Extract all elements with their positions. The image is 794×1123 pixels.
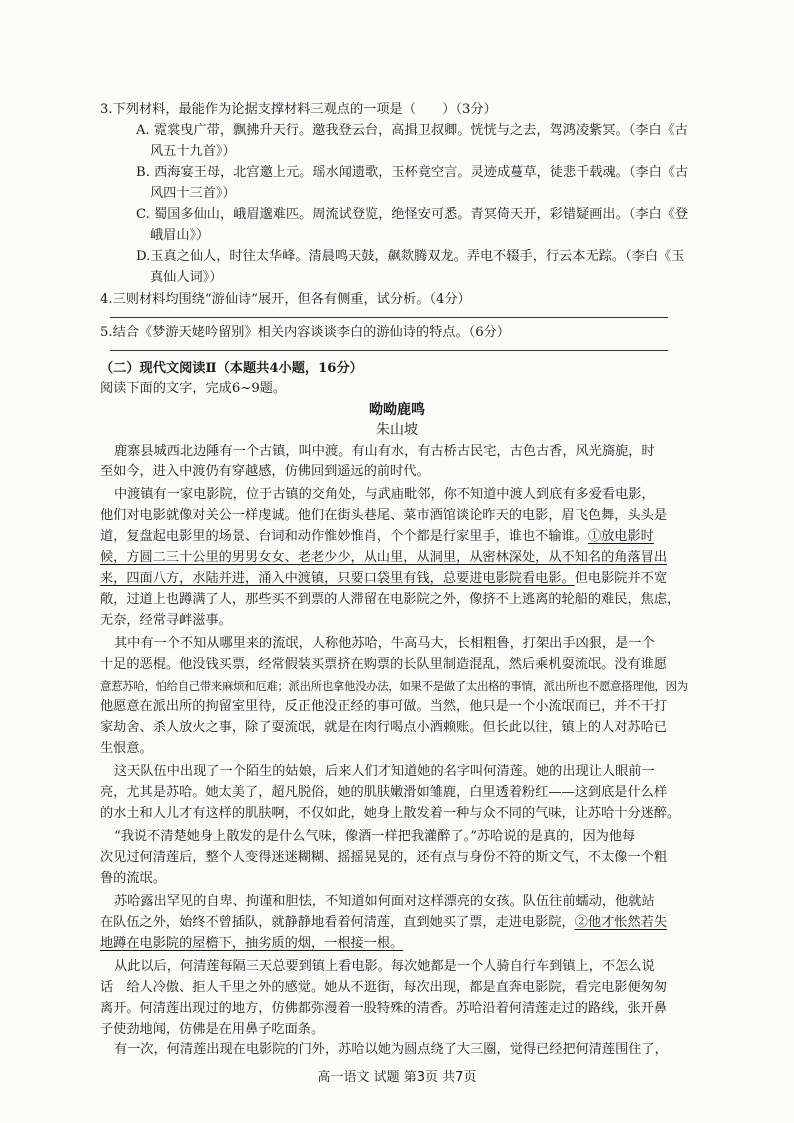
underlined-passage-2: ②他才怅然若失 xyxy=(574,915,668,930)
question-5: 5.结合《梦游天姥吟留别》相关内容谈谈李白的游仙诗的特点。（6分） xyxy=(100,325,510,340)
paragraph-line: 鹿寨县城西北边陲有一个古镇，叫中渡。有山有水，有古桥古民宅，古色古香，风光旖旎，时 xyxy=(114,444,655,459)
answer-line xyxy=(110,350,668,351)
answer-line xyxy=(110,317,668,318)
paragraph-line: 次见过何清莲后，整个人变得迷迷糊糊、摇摇晃晃的，还有点与身份不符的斯文气，不太像一个粗 xyxy=(100,850,668,865)
paragraph-line: “我说不清楚她身上散发的是什么气味，像酒一样把我灌醉了。”苏哈说的是真的，因为他每 xyxy=(114,829,636,844)
paragraph-line: 这天队伍中出现了一个陌生的姑娘，后来人们才知道她的名字叫何清莲。她的出现让人眼前一 xyxy=(114,764,655,779)
option-a-line-2: 风五十九首》） xyxy=(150,144,236,159)
paragraph-line: 鲁的流氓。 xyxy=(100,871,166,886)
paragraph-line: 敞，过道上也蹲满了人，那些买不到票的人滞留在电影院之外，像挤不上逃离的轮船的难民，焦虑， xyxy=(100,592,681,607)
paragraph-line: 的水土和人儿才有这样的肌肤啊，不仅如此，她身上散发着一种与众不同的气味，让苏哈十分迷醉。 xyxy=(100,806,681,821)
paragraph-text: 在队伍之外，始终不曾插队，就静静地看着何清莲，直到她买了票，走进电影院， xyxy=(100,915,575,930)
paragraph-line: 他们对电影就像对关公一样虔诚。他们在街头巷尾、菜市酒馆谈论昨天的电影，眉飞色舞，头头是 xyxy=(100,508,668,523)
article-author: 朱山坡 xyxy=(376,422,418,438)
paragraph-line: 话 给人冷傲、拒人千里之外的感觉。她从不逛街，每次出现，都是直奔电影院，看完电影便匆匆 xyxy=(100,980,668,995)
article-title: 呦呦鹿鸣 xyxy=(369,402,425,418)
option-d-line-1: D.玉真之仙人，时往太华峰。清晨鸣天鼓，飙欻腾双龙。弄电不辍手，行云本无踪。（李白《玉 xyxy=(136,249,685,264)
section-instruction: 阅读下面的文字，完成6~9题。 xyxy=(100,381,287,396)
paragraph-line: 至如今，进入中渡仍有穿越感，仿佛回到遥远的前时代。 xyxy=(100,464,430,479)
option-c-line-2: 峨眉山》） xyxy=(150,228,210,243)
paragraph-line: 其中有一个不知从哪里来的流氓，人称他苏哈，牛高马大，长相粗鲁，打架出手凶狠，是一个 xyxy=(114,636,655,651)
paragraph-line: 离开。何清莲出现过的地方，仿佛都弥漫着一股特殊的清香。苏哈沿着何清莲走过的路线，张开鼻 xyxy=(100,1001,668,1016)
paragraph-line: 有一次，何清莲出现在电影院的门外，苏哈以她为圆点绕了大三圈，觉得已经把何清莲围住了， xyxy=(114,1042,668,1057)
page-footer: 高一语文 试题 第3页 共7页 xyxy=(317,1070,477,1085)
paragraph-line xyxy=(100,528,654,546)
option-c-line-1: C. 蜀国多仙山，峨眉邈难匹。周流试登览，绝怪安可悉。青冥倚天开，彩错疑画出。（李白《登 xyxy=(136,207,689,222)
paragraph-line: 亮，尤其是苏哈。她太美了，超凡脱俗，她的肌肤嫩滑如雏鹿，白里透着粉红——这到底是什么样 xyxy=(100,785,668,800)
underlined-passage-2: 地蹲在电影院的屋檐下，抽劣质的烟，一根接一根。 xyxy=(100,936,404,951)
paragraph-line: 他愿意在派出所的拘留室里待，反正他没正经的事可做。当然，他只是一个小流氓而已，并不干打 xyxy=(100,699,668,714)
question-4: 4.三则材料均围绕“游仙诗”展开，但各有侧重，试分析。（4分） xyxy=(100,292,471,307)
section-heading: （二）现代文阅读Ⅱ（本题共4小题，16分） xyxy=(100,361,363,376)
paragraph-line: 从此以后，何清莲每隔三天总要到镇上看电影。每次她都是一个人骑自行车到镇上，不怎么说 xyxy=(114,959,655,974)
paragraph-line xyxy=(100,914,667,932)
underlined-passage-1: 来，四面八方，水陆并进，涌入中渡镇，只要口袋里有钱，总要进电影院看电影。 xyxy=(100,571,575,586)
question-3-stem: 3.下列材料，最能作为论据支撑材料三观点的一项是（ ）（3分） xyxy=(100,102,497,117)
option-d-line-2: 真仙人词》） xyxy=(150,270,223,285)
paragraph-line: 子使劲地闻，仿佛是在用鼻子吃面条。 xyxy=(100,1022,325,1037)
option-b-line-1: B. 西海宴王母，北宫邀上元。瑶水闻遗歌，玉杯竟空言。灵迹成蔓草，徒悲千载魂。（李白《古 xyxy=(136,165,689,180)
paragraph-line xyxy=(100,570,667,588)
paragraph-line: 中渡镇有一家电影院，位于古镇的交角处，与武庙毗邻，你不知道中渡人到底有多爱看电影， xyxy=(114,487,655,502)
paragraph-line: 意惹苏哈，怕给自己带来麻烦和厄难；派出所也拿他没办法，如果不是做了太出格的事情，派出所也不愿意搭理他，因为 xyxy=(100,679,688,693)
option-a-line-1: A. 霓裳曳广带，飘拂升天行。邀我登云台，高揖卫叔卿。恍恍与之去，驾鸿凌紫冥。（李白《古 xyxy=(136,123,688,138)
option-b-line-2: 风四十三首》） xyxy=(150,186,236,201)
underlined-passage-1: 候，方圆二三十公里的男男女女、老老少少，从山里，从洞里，从密林深处，从不知名的角落冒出 xyxy=(100,550,668,565)
paragraph-line: 家劫舍、杀人放火之事，除了耍流氓，就是在肉行喝点小酒赖账。但长此以往，镇上的人对苏哈已 xyxy=(100,720,668,735)
paragraph-line: 生恨意。 xyxy=(100,741,153,756)
paragraph-line: 苏哈露出罕见的自卑、拘谨和胆怯，不知道如何面对这样漂亮的女孩。队伍往前蠕动，他就站 xyxy=(114,894,655,909)
paragraph-line: 无奈，经常寻衅滋事。 xyxy=(100,613,232,628)
paragraph-text: 但电影院并不宽 xyxy=(574,571,668,586)
paragraph-line: 十足的恶棍。他没钱买票，经常假装买票挤在购票的长队里制造混乱，然后乘机耍流氓。没有谁愿 xyxy=(100,657,668,672)
paragraph-text: 道，复盘起电影里的场景、台词和动作惟妙惟肖，个个都是行家里手，谁也不输谁。 xyxy=(100,529,588,544)
underlined-passage-1: ①放电影时 xyxy=(587,529,654,544)
